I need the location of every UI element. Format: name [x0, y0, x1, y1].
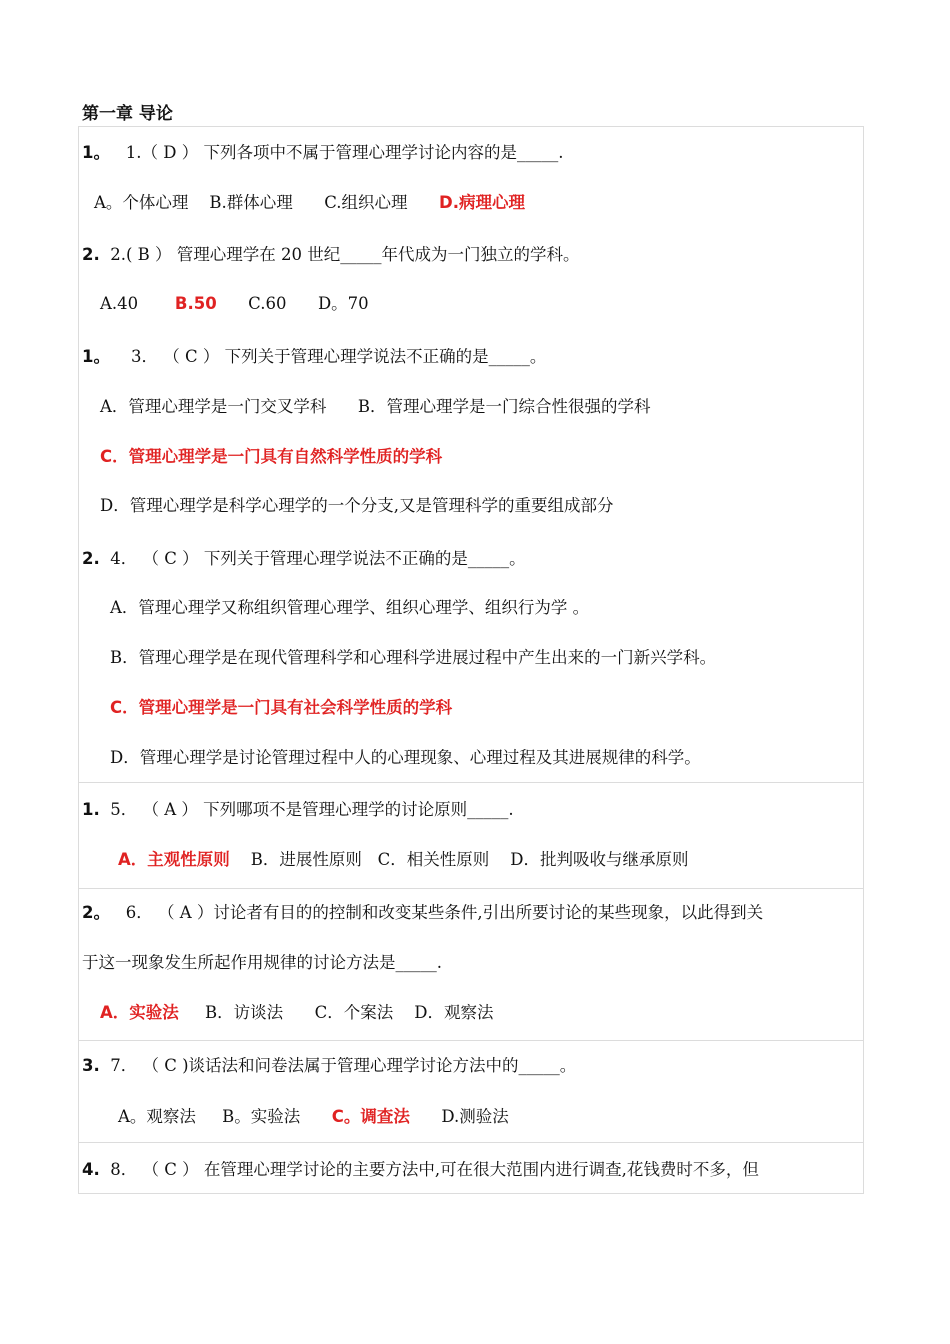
row-divider: [78, 782, 864, 783]
option-d: D.测验法: [441, 1107, 509, 1126]
row-divider: [78, 888, 864, 889]
question-4-stem: 2. 4． （ C ） 下列关于管理心理学说法不正确的是_____。: [82, 549, 526, 568]
option-d: D。70: [317, 294, 369, 313]
question-6-options: [100, 1002, 493, 1024]
option-b: B．管理心理学是一门综合性很强的学科: [357, 397, 651, 416]
chapter-title: 第一章 导论: [82, 104, 173, 124]
option-d: D．管理心理学是讨论管理过程中人的心理现象、心理过程及其进展规律的科学。: [110, 748, 701, 767]
option-b: B．访谈法: [205, 1003, 284, 1022]
option-c: C．个案法: [314, 1003, 394, 1022]
question-5-stem: 1. 5． （ A ） 下列哪项不是管理心理学的讨论原则_____.: [82, 800, 514, 819]
answer-option-c: C。调查法: [331, 1107, 410, 1126]
question-6-stem: 2。 6． （ A ）讨论者有目的的控制和改变某些条件,引出所要讨论的某些现象，以此得到关: [82, 903, 764, 922]
question-3-options-ab: [100, 396, 651, 418]
question-1-options: [94, 192, 525, 214]
option-a: A.40: [100, 294, 139, 313]
question-7-stem: 3. 7． （ C )谈话法和问卷法属于管理心理学讨论方法中的_____。: [82, 1056, 577, 1075]
option-a: A。观察法: [118, 1107, 196, 1126]
row-divider: [78, 1040, 864, 1041]
option-d: D．管理心理学是科学心理学的一个分支,又是管理科学的重要组成部分: [100, 496, 614, 515]
option-c: C.组织心理: [324, 193, 408, 212]
answer-option-c: C．管理心理学是一门具有社会科学性质的学科: [110, 698, 453, 717]
question-2-options: [100, 293, 369, 315]
answer-option-a: A．实验法: [100, 1003, 179, 1022]
question-1-stem: 1。 1.（ D ） 下列各项中不属于管理心理学讨论内容的是_____.: [82, 143, 564, 162]
question-5-options: [118, 849, 689, 871]
row-divider: [78, 1142, 864, 1143]
question-7-options: [118, 1106, 509, 1128]
option-b: B．管理心理学是在现代管理科学和心理科学进展过程中产生出来的一门新兴学科。: [110, 648, 717, 667]
question-2-stem: 2. 2.( B ） 管理心理学在 20 世纪_____年代成为一门独立的学科。: [82, 245, 580, 264]
option-a: A．管理心理学是一门交叉学科: [100, 397, 327, 416]
question-3-stem: 1。 3． （ C ） 下列关于管理心理学说法不正确的是_____。: [82, 347, 547, 366]
option-d: D．批判吸收与继承原则: [510, 850, 689, 869]
answer-option-b: B.50: [174, 294, 217, 313]
question-6-stem-continued: 于这一现象发生所起作用规律的讨论方法是_____.: [82, 953, 442, 972]
answer-option-a: A．主观性原则: [118, 850, 230, 869]
option-a: A．管理心理学又称组织管理心理学、组织心理学、组织行为学 。: [110, 598, 590, 617]
answer-option-d: D.病理心理: [439, 193, 526, 212]
option-d: D．观察法: [414, 1003, 494, 1022]
option-b: B。实验法: [222, 1107, 301, 1126]
question-8-stem: 4. 8． （ C ） 在管理心理学讨论的主要方法中,可在很大范围内进行调查,花钱费时不多，但: [82, 1160, 759, 1179]
option-b: B．进展性原则: [250, 850, 362, 869]
option-c: C.60: [248, 294, 287, 313]
option-a: A。个体心理: [94, 193, 189, 212]
option-b: B.群体心理: [209, 193, 293, 212]
option-c: C．相关性原则: [377, 850, 490, 869]
answer-option-c: C．管理心理学是一门具有自然科学性质的学科: [100, 447, 443, 466]
